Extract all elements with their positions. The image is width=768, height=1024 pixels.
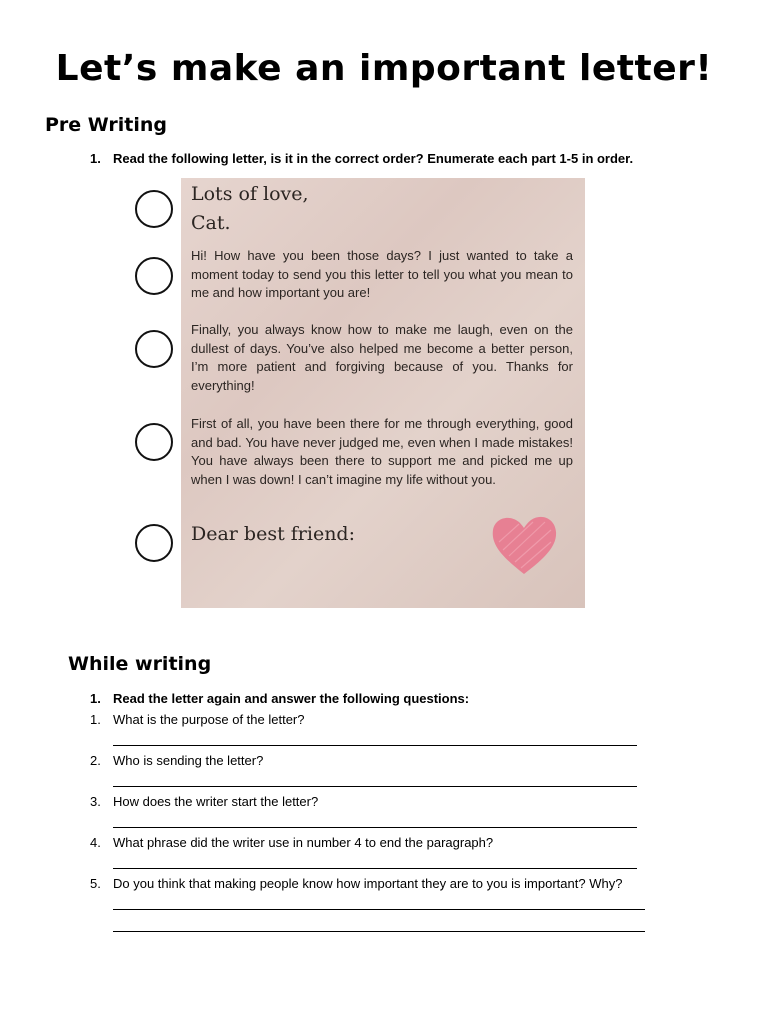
pre-writing-heading: Pre Writing (45, 114, 168, 136)
answer-line-4[interactable] (113, 868, 637, 869)
answer-line-5a[interactable] (113, 909, 645, 910)
question-text: Do you think that making people know how important they are to you is important? Why? (113, 876, 623, 891)
while-writing-heading: While writing (68, 653, 212, 675)
answer-line-1[interactable] (113, 745, 637, 746)
question-text: Who is sending the letter? (113, 753, 264, 768)
question-5 (90, 876, 622, 891)
letter-first-of-all-paragraph: First of all, you have been there for me through everything, good and bad. You have never judged me, even when I made mistakes! You have always been there to support me and picked me up when I was down! I can’t imagine my life without you. (191, 416, 573, 487)
question-text: What is the purpose of the letter? (113, 712, 305, 727)
answer-line-2[interactable] (113, 786, 637, 787)
question-1 (90, 712, 305, 727)
instruction-number: 1. (90, 151, 101, 166)
closing-line-2: Cat. (191, 212, 231, 234)
question-3 (90, 794, 318, 809)
order-circle-5[interactable] (135, 524, 173, 562)
letter-finally-paragraph: Finally, you always know how to make me laugh, even on the dullest of days. You’ve also helped me become a better person, I’m more patient and forgiving because of you. Thanks for everything! (191, 322, 573, 393)
letter-greeting: Dear best friend: (191, 523, 355, 545)
while-writing-instruction (90, 691, 469, 706)
order-circle-4[interactable] (135, 423, 173, 461)
order-circle-1[interactable] (135, 190, 173, 228)
letter-intro-paragraph: Hi! How have you been those days? I just wanted to take a moment today to send you this letter to tell you what you mean to me and how important you are! (191, 248, 573, 300)
question-number: 2. (90, 753, 101, 768)
page-title: Let’s make an important letter! (55, 48, 713, 89)
closing-line-1: Lots of love, (191, 183, 309, 205)
letter-closing (191, 180, 309, 238)
question-number: 3. (90, 794, 101, 809)
answer-line-5b[interactable] (113, 931, 645, 932)
heart-icon (489, 512, 559, 578)
instruction-text: Read the letter again and answer the following questions: (113, 691, 470, 706)
answer-line-3[interactable] (113, 827, 637, 828)
instruction-number: 1. (90, 691, 101, 706)
instruction-text: Read the following letter, is it in the correct order? Enumerate each part 1-5 in order. (113, 151, 634, 166)
question-number: 5. (90, 876, 101, 891)
order-circle-2[interactable] (135, 257, 173, 295)
question-number: 1. (90, 712, 101, 727)
order-circle-3[interactable] (135, 330, 173, 368)
pre-writing-instruction (90, 151, 633, 166)
question-number: 4. (90, 835, 101, 850)
question-2 (90, 753, 263, 768)
letter-card (181, 178, 585, 608)
question-text: What phrase did the writer use in number 4 to end the paragraph? (113, 835, 494, 850)
question-4 (90, 835, 493, 850)
question-text: How does the writer start the letter? (113, 794, 319, 809)
